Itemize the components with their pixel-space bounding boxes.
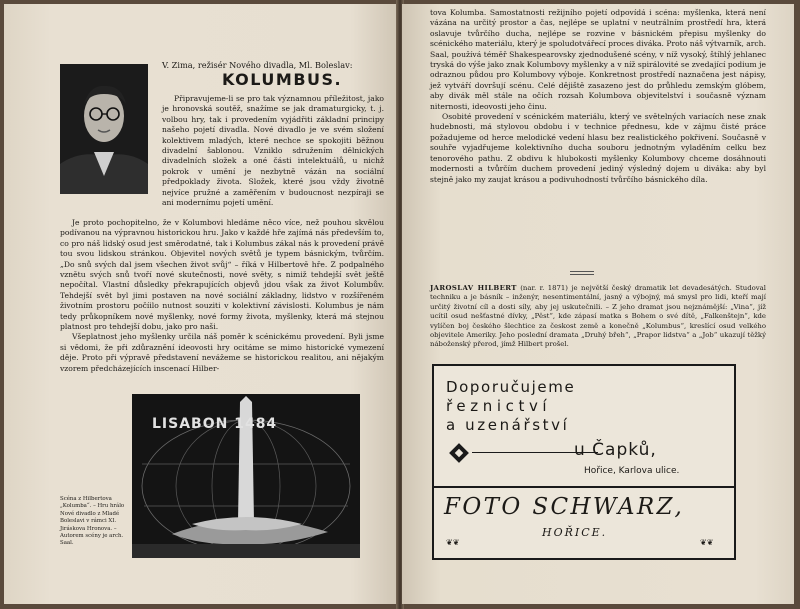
ad-divider	[434, 486, 734, 488]
left-paragraph-1: Je proto pochopitelno, že v Kolumbovi hledáme něco více, než pouhou skvělou podívanou na výpravnou historickou hru. Jako v každé hře zajímá nás především to, co pro náš lidský osud jest směrodatné, tak i Kolumbus zákal nás k provedení právě tou svou lidskou stránkou. Objevitel nových světů je typem básnickým, tvůrčím. „Do snů svých dal jsem všechen život svůj“ – říká v Hilbertově hře. Z podpalného vznětu svých snů tvoří nové skutečnosti, nové světy, s nimiž tehdejší svět ještě nepočítal. Vlastní důsledky překrapujících objevů jdou však za život Kolumbův. Tehdejší svět byl jimi postaven na nové sociální základny, lidstvo v rozšířeném životním prostoru počíilo nutnost souziti v kolektivní závislosti. Kolumbus je nám tedy průkopníkem nové myšlenky, nové formy života, myšlenky, která má stejnou platnost pro tehdejší dobu, jako pro naši.	[60, 218, 384, 332]
ad-shop-name: u Čapků,	[574, 440, 657, 460]
ornament-left-icon: ❦❦	[446, 538, 460, 547]
section-separator	[570, 271, 594, 275]
ad-photo-studio: FOTO SCHWARZ,	[444, 494, 685, 520]
hilbert-bio	[430, 284, 766, 350]
right-paragraph-2: Osobité provedení v scénickém materiálu, který ve světelných variacích nese znak hudebnosti, má stylovou obdobu i v technice přednesu, kde v zájmu čisté práce požadujeme od herce melodické vedení hlasu bez realistického pokřivení. Současně v souhře vyjadřujeme kolektivního ducha souboru jednotným vyladěním celku bez tenorového pathu. Z obdivu k hlubokosti myšlenky Kolumbovy chceme dosáhnouti modernosti a tvůrčím duchem provedení jediný výsledný dojem u diváka: aby byl stejně jako my zaujat krásou a podivuhodností tvůrčího básnického díla.	[430, 112, 766, 184]
author-portrait-photo	[60, 64, 148, 194]
lead-paragraph	[162, 94, 384, 208]
ornament-right-icon: ❦❦	[700, 538, 714, 547]
ad-recommend-line: Doporučujeme	[446, 378, 576, 396]
right-page	[402, 4, 794, 604]
ad-photo-city: HOŘICE.	[542, 526, 608, 539]
right-paragraph-1: tova Kolumba. Samostatnosti režijního pojetí odpovídá i scéna: myšlenka, která není vázána na určitý prostor a čas, nejlépe se uplatní v neutrálním prostředí hra, která oslavuje tvůrčího ducha, nejlépe se rozvine v básnickém přepisu myšlenky do scénického materiálu, který je spoludotvářecí proces diváka. Proto náš výtvarník, arch. Saal, používá téměř Shakespearovsky zjednodušené scény, v níž vysoký, štíhlý jehlanec tryská do výše jako znak Kolumbovy myšlenky a v níž spirálovité se zvedající podium je odraznou půdou pro Kolumbovy výboje. Konkretnost prostředí naznačena jest nápisy, jež vytváří dovršují scénu. Celé dějiště zasazeno jest do průhledu zemským glóbem, aby divák měl stále na očích rozsah Kolumbova objevitelství i současně význam niternosti, ideovosti jeho činu.	[430, 8, 766, 111]
advertisement-box	[432, 364, 736, 560]
lead-text: Připravujeme-li se pro tak významnou příležitost, jako je hronovská soutěž, snažíme se jak dramaturgicky, t. j. volbou hry, tak i provedením vyjádřiti základní principy našeho pojetí divadla. Nové divadlo je ve svém složení kolektivem mladých, které nechce se spokojiti běžnou divadelní šablonou. Vzniklo sdružením dělnických divadelních složek a oné části intelektuálů, u nichž pokrok v umění je nezbytně vázán na sociální předpoklady života. Složek, které jsou vždy životně nejvíce pružné a zaměřením v budoucnost nezpíraji se ani modernímu pojetí umění.	[162, 94, 384, 208]
left-paragraph-2: Všeplatnost jeho myšlenky určila náš poměr k scénickému provedení. Byli jsme si vědomi, že při zdůraznění ideovosti hry ocitáme se mimo historické vymezení děje. Proto při výpravě představení nevážeme se historickou realitou, ani nějakým vzorem předcházejících inscenací Hilber-	[60, 332, 384, 373]
ad-shop-address: Hořice, Karlova ulice.	[584, 466, 680, 476]
stage-scene-photo	[132, 394, 360, 558]
photo-inscription: LISABON 1484	[152, 416, 278, 432]
diamond-ornament-icon	[449, 443, 469, 463]
right-body-text	[430, 8, 766, 185]
article-title: KOLUMBUS.	[222, 70, 343, 89]
left-page	[4, 4, 398, 604]
bio-name: JAROSLAV HILBERT	[430, 284, 517, 292]
author-line: V. Zima, režisér Nového divadla, Ml. Boleslav:	[162, 60, 353, 70]
ad-smokehouse-line: a uzenářství	[446, 416, 570, 434]
bio-text: (nar. r. 1871) je největší český dramatik let devadesátých. Studoval techniku a je básník – inženýr, nesentimentální, jasný a výbojný, má smysl pro lidi, kteří mají určitý životní cíl a dosti síly, aby jej uskutečnili. – Z jeho dramat jsou nejznámější: „Vina“, jíž ucítil osud nešťastné dívky, „Pěst“, kde zápasí matka s Bohem o své dítě, „Falkenštejn“, kde vylíčen boj českého šlechtice za českost země a konečně „Kolumbus“, kreslící osud velkého objevitele Ameriky. Jeho poslední dramata „Druhý břeh“, „Prapor lidstva“ a „Job“ ukazují těžký náboženský přerod, jímž Hilbert prošel.	[430, 284, 766, 349]
left-body-text	[60, 218, 384, 374]
ad-butcher-line: řeznictví	[446, 397, 552, 415]
photo-caption: Scéna z Hilbertova „Kolumba“. – Hru hrálo Nové divadlo z Mladé Boleslavi v rámci XI. Jiráskova Hronova. – Autorem scény je arch. Saal.	[60, 496, 125, 547]
